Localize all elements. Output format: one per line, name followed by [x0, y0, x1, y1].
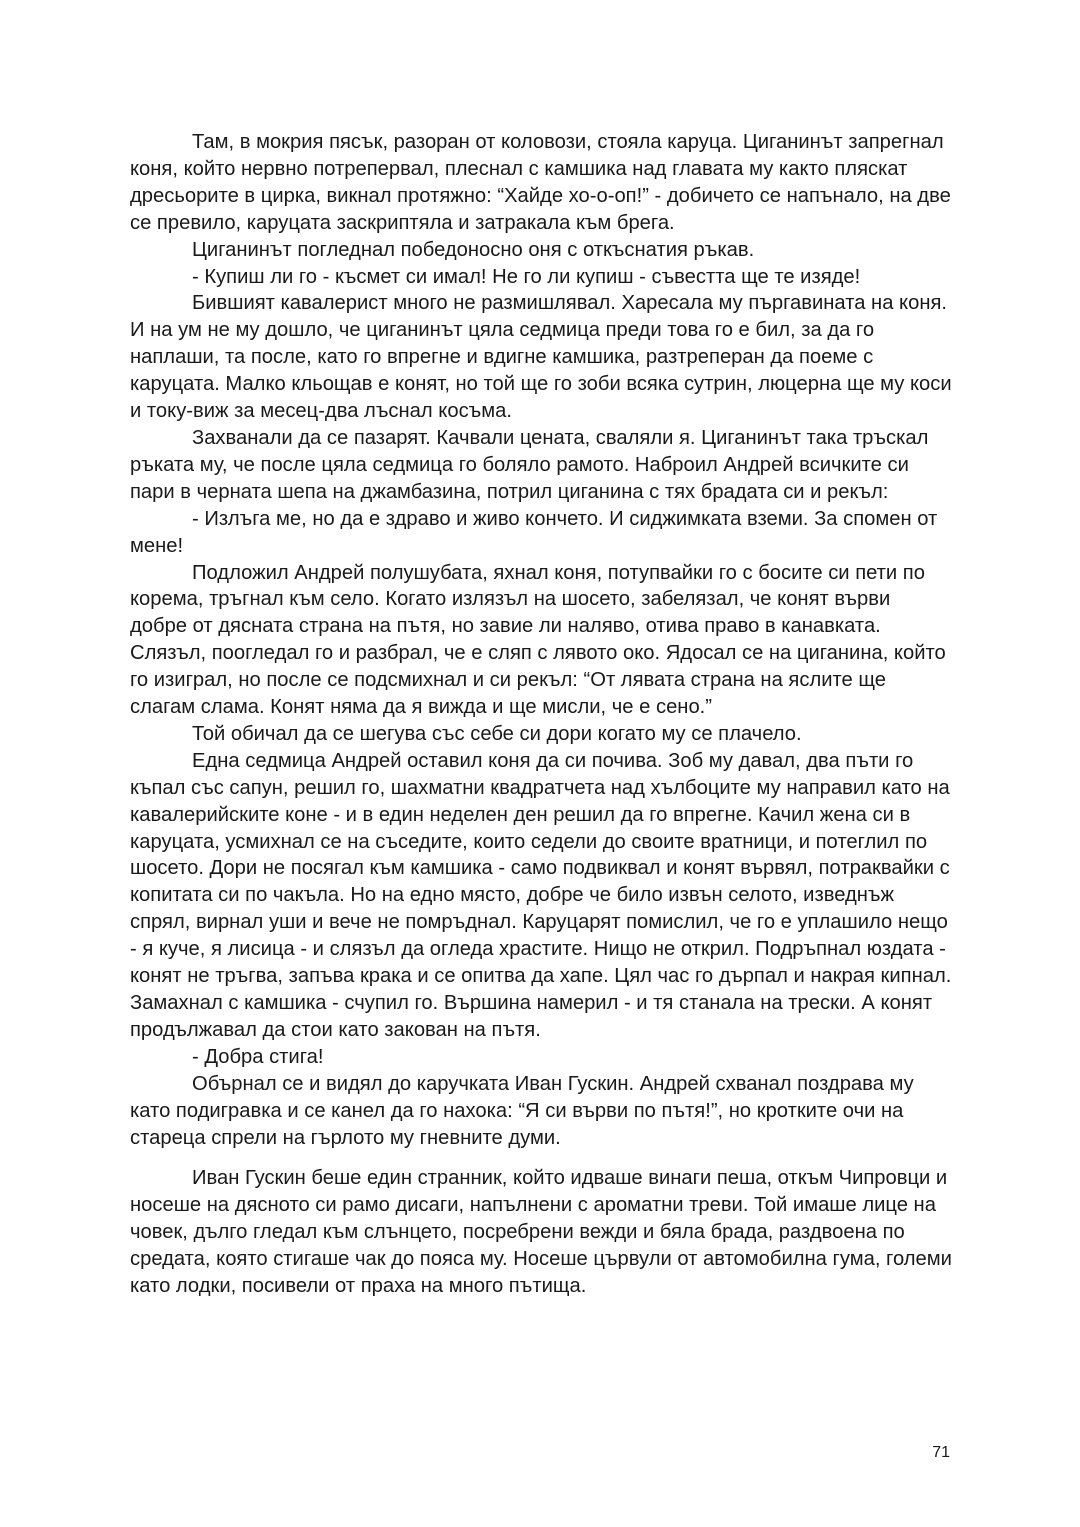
paragraph-6: - Излъга ме, но да е здраво и живо кончето. И сиджимката вземи. За спомен от мене!	[130, 507, 938, 557]
page-number: 71	[932, 1444, 950, 1461]
paragraph-12: Иван Гускин беше един странник, който идваше винаги пеша, откъм Чипровци и носеше на дясното си рамо дисаги, напълнени с ароматни треви. Той имаше лице на човек, дълго гледал към слънцето, посребрени вежди и бяла брада, раздвоена по средата, която стигаше чак до пояса му. Носеше цървули от автомобилна гума, големи като лодки, посивели от праха на много пътища.	[130, 1167, 952, 1298]
paragraph-3: - Купиш ли го - късмет си имал! Не го ли купиш - съвестта ще те изяде!	[192, 265, 861, 288]
paragraph-2: Циганинът погледнал победоносно оня с откъснатия ръкав.	[192, 238, 755, 261]
paragraph-5: Захванали да се пазарят. Качвали цената, сваляли я. Циганинът така тръскал ръката му, че после цяла седмица го боляло рамото. Наброил Андрей всичките си пари в черната шепа на джамбазина, потрил циганина с тях брадата си и рекъл:	[130, 426, 929, 503]
paragraph-8: Той обичал да се шегува със себе си дори когато му се плачело.	[192, 722, 802, 745]
paragraph-1: Там, в мокрия пясък, разоран от коловози, стояла каруца. Циганинът запрегнал коня, който нервно потрепервал, плеснал с камшика над главата му както пляскат дресьорите в цирка, викнал протяжно: “Хайде хо-о-оп!” - добичето се напънало, на две се превило, каруцата заскриптяла и затракала към брега.	[130, 131, 951, 234]
paragraph-11: Обърнал се и видял до каручката Иван Гускин. Андрей схванал поздрава му като подигравка и се канел да го нахока: “Я си върви по пътя!”, но кротките очи на стареца спрели на гърлото му гневните думи.	[130, 1072, 914, 1149]
paragraph-7: Подложил Андрей полушубата, яхнал коня, потупвайки го с босите си пети по корема, тръгнал към село. Когато излязъл на шосето, забелязал, че конят върви добре от дясната страна на пътя, но завие ли наляво, отива право в канавката. Слязъл, поогледал го и разбрал, че е сляп с лявото око. Ядосал се на циганина, който го изиграл, но после се подсмихнал и си рекъл: “От лявата страна на яслите ще слагам слама. Конят няма да я вижда и ще мисли, че е сено.”	[130, 561, 946, 719]
paragraph-4: Бившият кавалерист много не размишлявал. Харесала му пъргавината на коня. И на ум не му дошло, че циганинът цяла седмица преди това го е бил, за да го наплаши, та после, като го впрегне и вдигне камшика, разтреперан да поеме с каруцата. Малко кльощав е конят, но той ще го зоби всяка сутрин, люцерна ще му коси и току-виж за месец-два лъснал косъма.	[130, 292, 952, 423]
page-text	[130, 129, 952, 1300]
paragraph-9: Една седмица Андрей оставил коня да си почива. Зоб му давал, два пъти го къпал със сапун, решил го, шахматни квадратчета над хълбоците му направил като на кавалерийските коне - и в един неделен ден решил да го впрегне. Качил жена си в каруцата, усмихнал се на съседите, които седели до своите вратници, и потеглил по шосето. Дори не посягал към камшика - само подвиквал и конят вървял, потраквайки с копитата си по чакъла. Но на едно място, добре че било извън селото, изведнъж спрял, вирнал уши и вече не помръднал. Каруцарят помислил, че го е уплашило нещо - я куче, я лисица - и слязъл да огледа храстите. Нищо не открил. Подръпнал юздата - конят не тръгва, запъва крака и се опитва да хапе. Цял час го дърпал и накрая кипнал. Замахнал с камшика - счупил го. Вършина намерил - и тя станала на трески. А конят продължавал да стои като закован на пътя.	[130, 749, 952, 1041]
paragraph-10: - Добра стига!	[192, 1045, 324, 1068]
